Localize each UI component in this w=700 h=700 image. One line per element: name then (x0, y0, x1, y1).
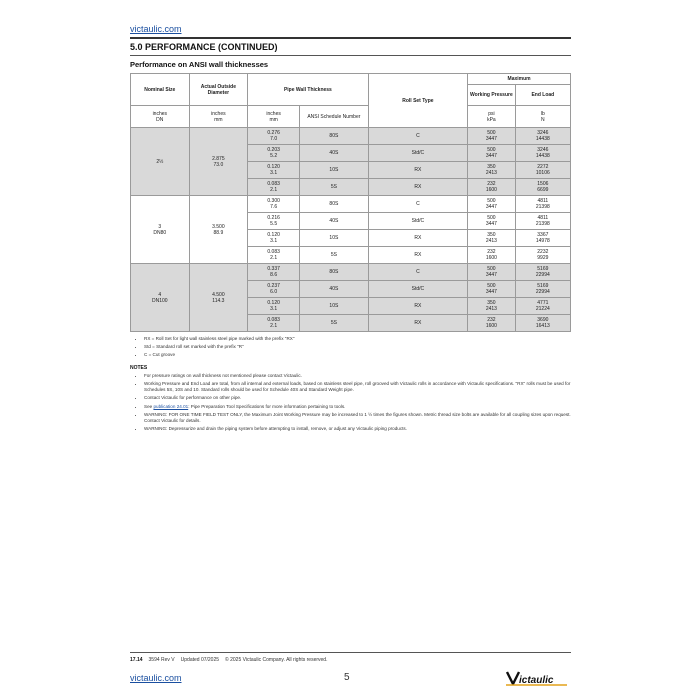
load-n: 22994 (535, 272, 550, 278)
wall-mm: 7.6 (270, 204, 278, 210)
footer-page-ref: 17.14 (130, 657, 143, 663)
load-lb: 3246 (537, 147, 549, 153)
schedule-number: 80S (329, 269, 339, 275)
units-od (189, 106, 248, 128)
units-pressure (468, 106, 516, 128)
publication-link[interactable]: publication 24.01 (153, 403, 189, 409)
load-lb: 4771 (537, 300, 549, 306)
cell-actual-od (189, 264, 248, 332)
cell-nominal-size (131, 128, 190, 196)
pressure-psi: 350 (487, 232, 496, 238)
cell-wall-thickness (248, 162, 300, 179)
col-header-nominal-size: Nominal Size (131, 74, 190, 106)
wall-mm: 2.1 (270, 255, 278, 261)
svg-text:ictaulic: ictaulic (519, 675, 554, 686)
load-lb: 2232 (537, 249, 549, 255)
col-header-pipe-wall: Pipe Wall Thickness (248, 74, 369, 106)
footer-copyright: © 2025 Victaulic Company. All rights reserved. (225, 657, 328, 663)
pressure-kpa: 2413 (485, 306, 497, 312)
cell-working-pressure (468, 315, 516, 332)
cell-actual-od (189, 128, 248, 196)
load-lb: 5169 (537, 283, 549, 289)
schedule-number: 40S (329, 218, 339, 224)
wall-mm: 3.1 (270, 306, 278, 312)
note-item: • WARNING: FOR ONE TIME FIELD TEST ONLY, the Maximum Joint Working Pressure may be increased to 1 ½ times the figures shown. Metric thread size bolts are available for all coupling sizes upon request. Contact Victaulic for details. (144, 412, 574, 424)
pressure-kpa: 3447 (485, 272, 497, 278)
pressure-psi: 500 (487, 266, 496, 272)
table-row (131, 128, 571, 145)
note-item: • Working Pressure and End Load are total, from all internal and external loads, based on stainless steel pipe, roll grooved with Victaulic rolls in accordance with Victaulic specifications. "RX" rolls must be used for Schedules 5S, 10S and 10. Standard rolls should be used for Schedule 40S and Standard Weight pipe. (144, 381, 574, 393)
note-see-suffix: : Pipe Preparation Tool Specifications for more information pertaining to tools. (188, 403, 346, 409)
load-n: 21398 (535, 221, 550, 227)
header-site-link[interactable]: victaulic.com (130, 24, 182, 34)
cell-wall-thickness (248, 145, 300, 162)
table-row (131, 264, 571, 281)
wall-inches: 0.083 (267, 317, 280, 323)
cell-schedule (300, 145, 369, 162)
load-lb: 3367 (537, 232, 549, 238)
cell-end-load (515, 264, 570, 281)
pressure-psi: 232 (487, 181, 496, 187)
load-lb: 1506 (537, 181, 549, 187)
cell-wall-thickness (248, 213, 300, 230)
nominal-dn: DN80 (153, 229, 167, 236)
cell-wall-thickness (248, 196, 300, 213)
pressure-kpa: 3447 (485, 221, 497, 227)
load-lb: 4811 (537, 198, 549, 204)
units-schedule: ANSI Schedule Number (300, 106, 369, 128)
cell-end-load (515, 230, 570, 247)
cell-roll-set (368, 196, 467, 213)
schedule-number: 5S (330, 252, 337, 258)
roll-set-type: Std/C (411, 286, 425, 292)
load-lb: 3246 (537, 130, 549, 136)
performance-table (130, 73, 571, 332)
wall-inches: 0.083 (267, 249, 280, 255)
roll-set-type: RX (414, 303, 422, 309)
cell-end-load (515, 128, 570, 145)
pressure-psi: 350 (487, 164, 496, 170)
pressure-kpa: 3447 (485, 204, 497, 210)
col-header-end-load: End Load (515, 85, 570, 106)
units-load-1: lb (540, 110, 545, 117)
wall-mm: 3.1 (270, 238, 278, 244)
roll-set-type: RX (414, 320, 422, 326)
cell-end-load (515, 179, 570, 196)
cell-wall-thickness (248, 281, 300, 298)
load-n: 10106 (535, 170, 550, 176)
footer-doc-code: 3594 Rev V (148, 657, 175, 663)
table-title: Performance on ANSI wall thicknesses (130, 60, 269, 69)
note-item: • WARNING: Depressurize and drain the piping system before attempting to install, remove, or adjust any Victaulic piping products. (144, 426, 574, 432)
pressure-kpa: 1600 (485, 187, 497, 193)
cell-end-load (515, 281, 570, 298)
cell-end-load (515, 247, 570, 264)
load-n: 21224 (535, 306, 550, 312)
od-inches: 4.500 (212, 291, 225, 298)
wall-mm: 8.6 (270, 272, 278, 278)
load-n: 16413 (535, 323, 550, 329)
units-od-2: mm (214, 116, 223, 123)
cell-working-pressure (468, 264, 516, 281)
cell-schedule (300, 196, 369, 213)
units-od-1: inches (211, 110, 226, 117)
wall-mm: 5.2 (270, 153, 278, 159)
od-inches: 2.875 (212, 155, 225, 162)
legend-item: • C = Cut groove (144, 352, 574, 358)
footer-updated: Updated 07/2025 (180, 657, 220, 663)
load-lb: 3690 (537, 317, 549, 323)
units-load-2: N (541, 116, 545, 123)
cell-working-pressure (468, 230, 516, 247)
wall-mm: 7.0 (270, 136, 278, 142)
cell-nominal-size (131, 264, 190, 332)
units-nominal-2: DN (156, 116, 164, 123)
note-item-see (144, 404, 574, 410)
legend-item: • RX = Roll Set for light wall stainless steel pipe marked with the prefix "RX" (144, 336, 574, 342)
schedule-number: 10S (329, 235, 339, 241)
cell-wall-thickness (248, 128, 300, 145)
cell-working-pressure (468, 179, 516, 196)
cell-working-pressure (468, 213, 516, 230)
cell-end-load (515, 298, 570, 315)
col-header-maximum: Maximum (468, 74, 571, 85)
cell-wall-thickness (248, 315, 300, 332)
od-inches: 3.500 (212, 223, 225, 230)
pressure-psi: 500 (487, 215, 496, 221)
note-see-prefix: See (144, 403, 154, 409)
cell-roll-set (368, 213, 467, 230)
col-header-roll-set: Roll Set Type (368, 74, 467, 128)
wall-inches: 0.203 (267, 147, 280, 153)
legend-item: • Std = Standard roll set marked with the prefix "R" (144, 344, 574, 350)
cell-end-load (515, 196, 570, 213)
cell-roll-set (368, 230, 467, 247)
nominal-dn: DN100 (152, 297, 168, 304)
schedule-number: 80S (329, 201, 339, 207)
units-wall (248, 106, 300, 128)
load-n: 9929 (537, 255, 549, 261)
od-mm: 73.0 (213, 161, 224, 168)
wall-inches: 0.237 (267, 283, 280, 289)
victaulic-logo (505, 670, 573, 691)
units-load (515, 106, 570, 128)
load-lb: 5169 (537, 266, 549, 272)
pressure-kpa: 2413 (485, 238, 497, 244)
notes-list (134, 373, 574, 433)
units-pressure-2: kPa (487, 116, 496, 123)
wall-mm: 3.1 (270, 170, 278, 176)
load-n: 21398 (535, 204, 550, 210)
schedule-number: 80S (329, 133, 339, 139)
cell-working-pressure (468, 298, 516, 315)
cell-actual-od (189, 196, 248, 264)
wall-inches: 0.120 (267, 300, 280, 306)
cell-wall-thickness (248, 298, 300, 315)
cell-end-load (515, 145, 570, 162)
schedule-number: 40S (329, 286, 339, 292)
cell-wall-thickness (248, 179, 300, 196)
od-mm: 88.9 (213, 229, 224, 236)
cell-roll-set (368, 281, 467, 298)
pressure-kpa: 3447 (485, 153, 497, 159)
cell-roll-set (368, 128, 467, 145)
pressure-kpa: 1600 (485, 323, 497, 329)
wall-inches: 0.120 (267, 164, 280, 170)
pressure-kpa: 2413 (485, 170, 497, 176)
cell-working-pressure (468, 162, 516, 179)
pressure-kpa: 1600 (485, 255, 497, 261)
wall-inches: 0.300 (267, 198, 280, 204)
units-wall-1: inches (266, 110, 281, 117)
cell-working-pressure (468, 281, 516, 298)
cell-working-pressure (468, 145, 516, 162)
load-lb: 4811 (537, 215, 549, 221)
cell-end-load (515, 162, 570, 179)
wall-mm: 5.5 (270, 221, 278, 227)
cell-schedule (300, 315, 369, 332)
wall-mm: 2.1 (270, 323, 278, 329)
cell-wall-thickness (248, 247, 300, 264)
wall-inches: 0.276 (267, 130, 280, 136)
cell-schedule (300, 162, 369, 179)
notes-block (130, 336, 574, 434)
cell-wall-thickness (248, 230, 300, 247)
od-mm: 114.3 (212, 297, 225, 304)
cell-schedule (300, 247, 369, 264)
cell-schedule (300, 281, 369, 298)
legend-list (134, 336, 574, 359)
load-lb: 2272 (537, 164, 549, 170)
nominal-size: 4 (158, 291, 162, 298)
cell-schedule (300, 230, 369, 247)
cell-roll-set (368, 179, 467, 196)
wall-mm: 2.1 (270, 187, 278, 193)
col-header-actual-od: Actual Outside Diameter (189, 74, 248, 106)
cell-working-pressure (468, 196, 516, 213)
schedule-number: 5S (330, 184, 337, 190)
roll-set-type: C (416, 201, 420, 207)
cell-working-pressure (468, 128, 516, 145)
cell-end-load (515, 315, 570, 332)
roll-set-type: C (416, 269, 420, 275)
schedule-number: 10S (329, 167, 339, 173)
pressure-psi: 500 (487, 198, 496, 204)
table-row (131, 196, 571, 213)
units-wall-2: mm (269, 116, 278, 123)
nominal-size: 2½ (156, 158, 164, 165)
footer-rule (130, 652, 571, 653)
cell-schedule (300, 179, 369, 196)
load-n: 22994 (535, 289, 550, 295)
units-nominal-1: inches (152, 110, 168, 117)
pressure-psi: 350 (487, 300, 496, 306)
load-n: 14978 (535, 238, 550, 244)
units-pressure-1: psi (488, 110, 495, 117)
cell-schedule (300, 213, 369, 230)
roll-set-type: Std/C (411, 218, 425, 224)
page-number: 5 (344, 672, 350, 683)
notes-heading: NOTES (130, 364, 148, 371)
roll-set-type: RX (414, 235, 422, 241)
wall-mm: 6.0 (270, 289, 278, 295)
pressure-psi: 232 (487, 249, 496, 255)
footer-site-link[interactable]: victaulic.com (130, 673, 182, 683)
cell-schedule (300, 298, 369, 315)
wall-inches: 0.216 (267, 215, 280, 221)
roll-set-type: RX (414, 167, 422, 173)
note-item: • For pressure ratings on wall thickness not mentioned please contact Victaulic. (144, 373, 574, 379)
roll-set-type: Std/C (411, 150, 425, 156)
cell-roll-set (368, 145, 467, 162)
wall-inches: 0.337 (267, 266, 280, 272)
pressure-psi: 232 (487, 317, 496, 323)
col-header-working-pressure: Working Pressure (468, 85, 516, 106)
wall-inches: 0.083 (267, 181, 280, 187)
load-n: 14438 (535, 153, 550, 159)
section-rule (130, 55, 571, 56)
header-rule (130, 37, 571, 39)
cell-roll-set (368, 298, 467, 315)
cell-nominal-size (131, 196, 190, 264)
roll-set-type: RX (414, 184, 422, 190)
cell-roll-set (368, 264, 467, 281)
note-item: • Contact Victaulic for performance on other pipe. (144, 395, 574, 401)
nominal-size: 3 (158, 223, 162, 230)
performance-table-body (131, 128, 571, 332)
cell-end-load (515, 213, 570, 230)
footer-info (130, 657, 333, 663)
pressure-kpa: 3447 (485, 289, 497, 295)
schedule-number: 5S (330, 320, 337, 326)
cell-roll-set (368, 315, 467, 332)
cell-roll-set (368, 162, 467, 179)
cell-wall-thickness (248, 264, 300, 281)
roll-set-type: C (416, 133, 420, 139)
load-n: 6699 (537, 187, 549, 193)
load-n: 14438 (535, 136, 550, 142)
roll-set-type: RX (414, 252, 422, 258)
cell-roll-set (368, 247, 467, 264)
schedule-number: 40S (329, 150, 339, 156)
pressure-psi: 500 (487, 283, 496, 289)
cell-schedule (300, 128, 369, 145)
cell-schedule (300, 264, 369, 281)
section-title: 5.0 PERFORMANCE (CONTINUED) (130, 42, 278, 52)
pressure-kpa: 3447 (485, 136, 497, 142)
units-nominal (131, 106, 190, 128)
pressure-psi: 500 (487, 147, 496, 153)
wall-inches: 0.120 (267, 232, 280, 238)
cell-working-pressure (468, 247, 516, 264)
pressure-psi: 500 (487, 130, 496, 136)
schedule-number: 10S (329, 303, 339, 309)
